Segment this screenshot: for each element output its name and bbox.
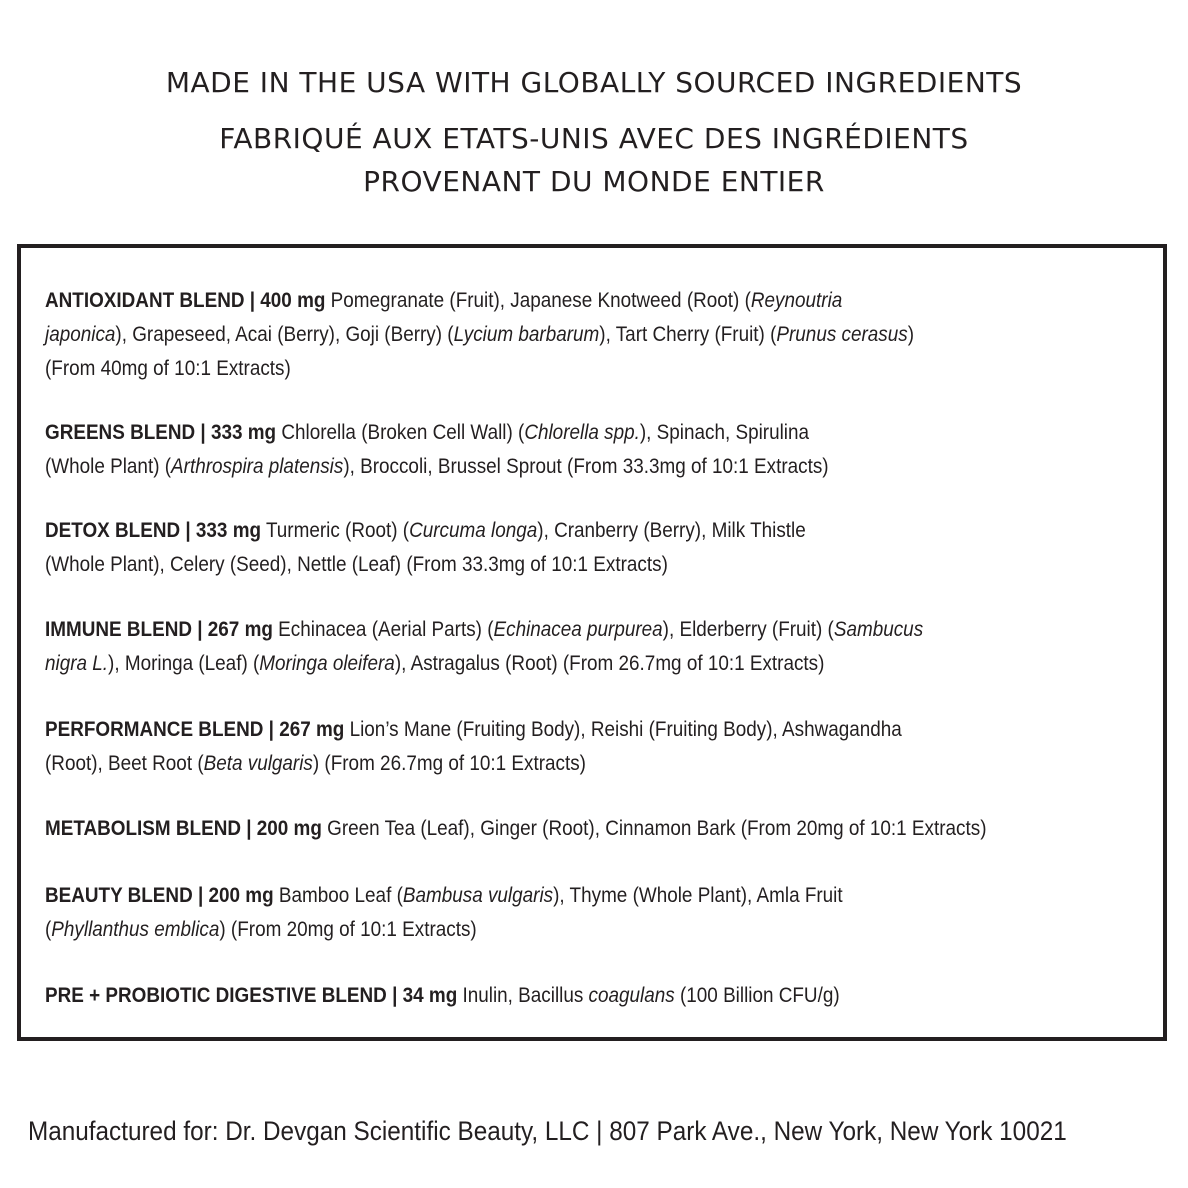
manufacturer-footer: Manufactured for: Dr. Devgan Scientific Beauty, LLC | 807 Park Ave., New York, New York 10021 <box>28 1116 1067 1146</box>
ingredient-text: ), Grapeseed, Acai (Berry), Goji (Berry) ( <box>115 323 454 346</box>
blend-greens <box>45 416 1148 484</box>
headline-made-in-usa: MADE IN THE USA WITH GLOBALLY SOURCED INGREDIENTS <box>165 66 1023 99</box>
blend-metabolism <box>45 812 1148 846</box>
blend-name: ANTIOXIDANT BLEND | 400 mg <box>45 289 326 312</box>
ingredient-text: Echinacea (Aerial Parts) ( <box>272 618 494 641</box>
blend-detox <box>45 514 1148 582</box>
ingredient-text: Turmeric (Root) ( <box>261 519 410 542</box>
blend-antioxidant <box>45 284 1148 386</box>
ingredient-text: Pomegranate (Fruit), Japanese Knotweed (Root) ( <box>325 289 751 312</box>
ingredient-panel <box>17 244 1167 1041</box>
blend-name: METABOLISM BLEND | 200 mg <box>45 817 322 840</box>
ingredient-text: Chlorella (Broken Cell Wall) ( <box>276 421 525 444</box>
latin-name: Bambusa vulgaris <box>402 884 554 907</box>
blend-probiotic-digestive <box>45 979 1148 1013</box>
ingredient-text: ), Elderberry (Fruit) ( <box>662 618 834 641</box>
latin-name: japonica <box>45 323 116 346</box>
blend-name: GREENS BLEND | 333 mg <box>45 421 277 444</box>
blend-performance <box>45 713 1148 781</box>
latin-name: coagulans <box>588 984 675 1007</box>
ingredient-text: Bamboo Leaf ( <box>273 884 403 907</box>
ingredient-text: (Root), Beet Root ( <box>45 752 204 775</box>
latin-name: Reynoutria <box>750 289 843 312</box>
latin-name: Prunus cerasus <box>776 323 908 346</box>
ingredient-text: ), Thyme (Whole Plant), Amla Fruit <box>553 884 843 907</box>
ingredient-text: ), Moringa (Leaf) ( <box>108 652 260 675</box>
latin-name: Moringa oleifera <box>259 652 395 675</box>
ingredient-text: ) <box>907 323 915 346</box>
ingredient-text: (Whole Plant), Celery (Seed), Nettle (Leaf) (From 33.3mg of 10:1 Extracts) <box>45 553 668 576</box>
ingredient-text: ), Cranberry (Berry), Milk Thistle <box>537 519 806 542</box>
blend-name: IMMUNE BLEND | 267 mg <box>45 618 273 641</box>
blend-name: DETOX BLEND | 333 mg <box>45 519 262 542</box>
ingredient-text: (100 Billion CFU/g) <box>674 984 840 1007</box>
blend-ingredients <box>457 984 839 1007</box>
blend-name: PRE + PROBIOTIC DIGESTIVE BLEND | 34 mg <box>45 984 458 1007</box>
latin-name: Phyllanthus emblica <box>51 918 220 941</box>
latin-name: Curcuma longa <box>409 519 538 542</box>
ingredient-text: ) (From 26.7mg of 10:1 Extracts) <box>312 752 586 775</box>
latin-name: Lycium barbarum <box>453 323 600 346</box>
ingredient-text: Inulin, Bacillus <box>457 984 589 1007</box>
blend-beauty <box>45 879 1148 947</box>
ingredient-text: ) (From 20mg of 10:1 Extracts) <box>219 918 477 941</box>
headline-french-line-2: PROVENANT DU MONDE ENTIER <box>363 165 825 198</box>
ingredient-text: ( <box>45 918 52 941</box>
blend-name: BEAUTY BLEND | 200 mg <box>45 884 274 907</box>
latin-name: Sambucus <box>833 618 924 641</box>
headline-french-line-1: FABRIQUÉ AUX ETATS-UNIS AVEC DES INGRÉDIENTS <box>219 122 969 155</box>
blend-name: PERFORMANCE BLEND | 267 mg <box>45 718 345 741</box>
ingredient-text: ), Spinach, Spirulina <box>639 421 810 444</box>
ingredient-text: Green Tea (Leaf), Ginger (Root), Cinnamon Bark (From 20mg of 10:1 Extracts) <box>321 817 987 840</box>
latin-name: Chlorella spp. <box>524 421 640 444</box>
ingredient-text: (Whole Plant) ( <box>45 455 172 478</box>
latin-name: Beta vulgaris <box>203 752 313 775</box>
latin-name: Arthrospira platensis <box>171 455 344 478</box>
latin-name: nigra L. <box>45 652 109 675</box>
blend-ingredients <box>322 817 987 840</box>
ingredient-text: (From 40mg of 10:1 Extracts) <box>45 357 291 380</box>
ingredient-text: Lion’s Mane (Fruiting Body), Reishi (Fruiting Body), Ashwagandha <box>344 718 902 741</box>
latin-name: Echinacea purpurea <box>493 618 663 641</box>
ingredient-text: ), Astragalus (Root) (From 26.7mg of 10:1 Extracts) <box>394 652 825 675</box>
blend-immune <box>45 613 1148 681</box>
ingredient-text: ), Broccoli, Brussel Sprout (From 33.3mg of 10:1 Extracts) <box>343 455 829 478</box>
ingredient-text: ), Tart Cherry (Fruit) ( <box>599 323 777 346</box>
